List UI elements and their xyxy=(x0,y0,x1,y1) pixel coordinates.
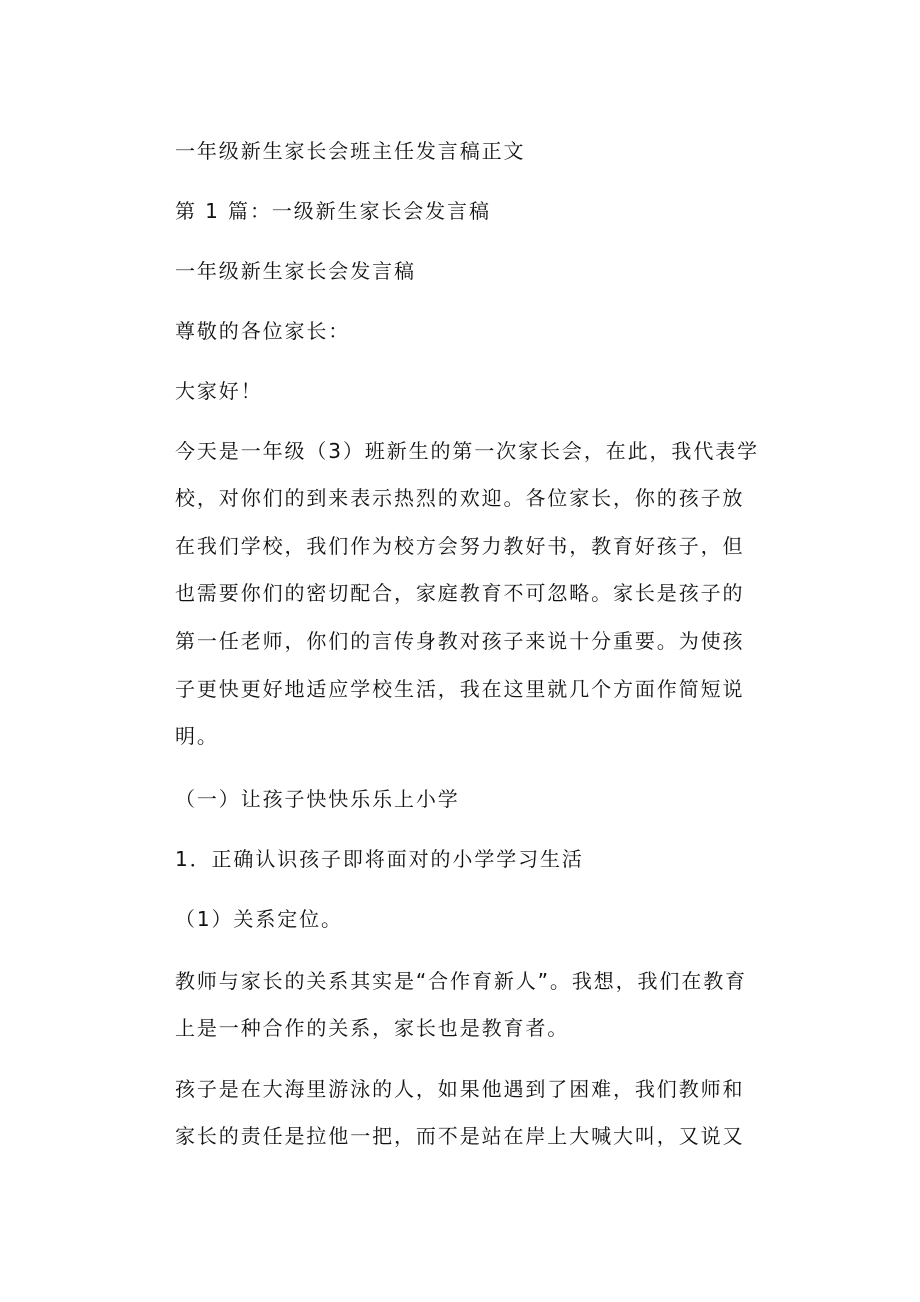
text-line: 校，对你们的到来表示热烈的欢迎。各位家长，你的孩子放 xyxy=(175,486,745,510)
document-title: 一年级新生家长会班主任发言稿正文 xyxy=(175,139,526,163)
greeting: 大家好！ xyxy=(175,379,263,403)
text-line: 第一任老师，你们的言传身教对孩子来说十分重要。为使孩 xyxy=(175,629,745,653)
section-heading: （一）让孩子快快乐乐上小学 xyxy=(175,787,460,811)
text-line: 明。 xyxy=(175,724,219,748)
text-line: 今天是一年级（3）班新生的第一次家长会，在此，我代表学 xyxy=(175,439,760,463)
text-line: 教师与家长的关系其实是“合作育新人”。我想，我们在教育 xyxy=(175,969,748,993)
item-heading: 1．正确认识孩子即将面对的小学学习生活 xyxy=(175,847,584,871)
text-line: 子更快更好地适应学校生活，我在这里就几个方面作简短说 xyxy=(175,677,745,701)
text-line: 上是一种合作的关系，家长也是教育者。 xyxy=(175,1016,570,1040)
salutation: 尊敬的各位家长： xyxy=(175,319,351,343)
text-line: 家长的责任是拉他一把，而不是站在岸上大喊大叫，又说又 xyxy=(175,1124,745,1148)
text-line: 也需要你们的密切配合，家庭教育不可忽略。家长是孩子的 xyxy=(175,581,745,605)
subtitle: 一年级新生家长会发言稿 xyxy=(175,259,416,283)
text-line: 在我们学校，我们作为校方会努力教好书，教育好孩子，但 xyxy=(175,534,745,558)
chapter-heading: 第 1 篇：一级新生家长会发言稿 xyxy=(175,199,491,223)
text-line: 孩子是在大海里游泳的人，如果他遇到了困难，我们教师和 xyxy=(175,1077,745,1101)
sub-item-heading: （1）关系定位。 xyxy=(175,907,343,931)
